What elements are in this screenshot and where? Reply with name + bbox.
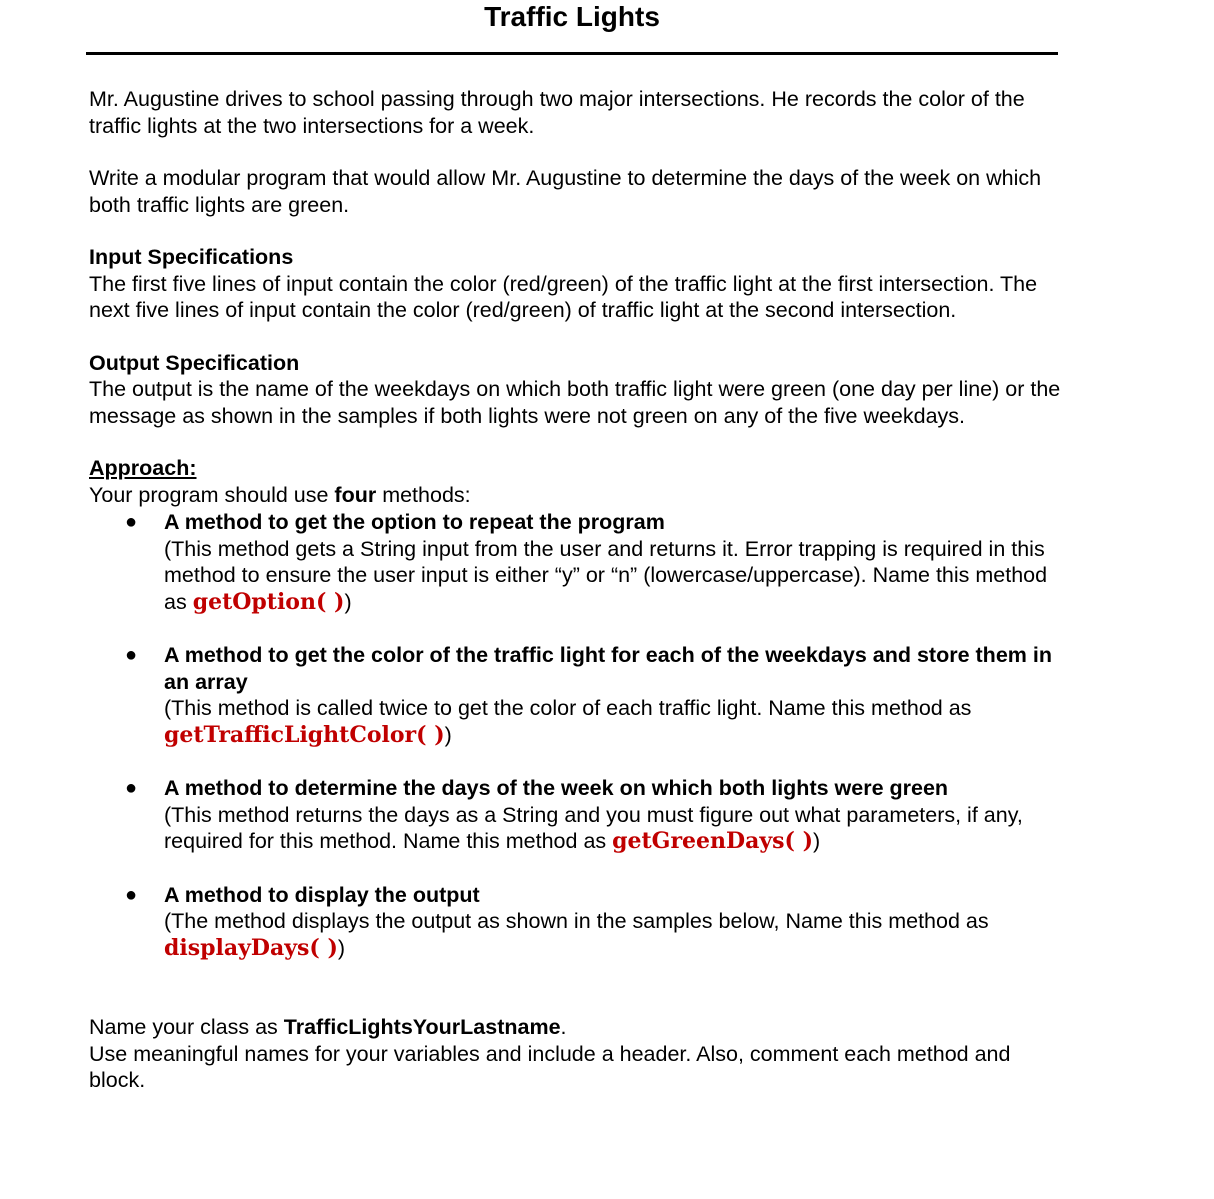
method-title: A method to get the option to repeat the program	[164, 510, 665, 534]
method-desc: (This method is called twice to get the color of each traffic light. Name this method as	[164, 696, 972, 720]
method-list	[89, 509, 1064, 961]
class-name-line	[89, 1014, 1064, 1041]
class-name-period: .	[560, 1015, 567, 1039]
intro-paragraph-2: Write a modular program that would allow Mr. Augustine to determine the days of the week on which both traffic lights are green.	[89, 166, 1042, 217]
document-body	[89, 86, 1064, 1094]
method-code: getTrafficLightColor( )	[164, 721, 445, 748]
method-close: )	[344, 589, 352, 614]
bullet-icon: ●	[125, 511, 138, 533]
output-spec-body: The output is the name of the weekdays on which both traffic light were green (one day per line) or the message as shown in the samples if both lights were not green on any of the five weekdays.	[89, 377, 1061, 428]
list-item	[89, 882, 1064, 962]
method-code: displayDays( )	[164, 934, 338, 961]
method-desc: (This method returns the days as a String and you must figure out what parameters, if any, required for this method. Name this method as	[164, 802, 1023, 853]
method-title: A method to display the output	[164, 882, 480, 907]
method-desc: (The method displays the output as shown in the samples below, Name this method as	[164, 909, 989, 933]
method-code: getGreenDays( )	[612, 828, 814, 854]
method-title: A method to get the color of the traffic light for each of the weekdays and store them in an array	[164, 643, 1052, 694]
list-item	[89, 642, 1064, 748]
method-desc: (This method gets a String input from the user and returns it. Error trapping is required in this method to ensure the user input is either “y” or “n” (lowercase/uppercase). Name this method as	[164, 536, 1048, 614]
document-title: Traffic Lights	[484, 1, 660, 32]
bullet-icon: ●	[125, 777, 138, 799]
list-item	[89, 775, 1064, 855]
method-title: A method to determine the days of the week on which both lights were green	[164, 776, 949, 800]
method-code: getOption( )	[192, 588, 345, 615]
approach-lead-bold: four	[334, 482, 377, 507]
input-spec-heading: Input Specifications	[89, 245, 294, 269]
class-name-text: Name your class as	[89, 1015, 284, 1039]
footer-section	[89, 1014, 1064, 1094]
input-spec-section	[89, 244, 1064, 324]
title-rule	[86, 52, 1058, 55]
intro-paragraph-1: Mr. Augustine drives to school passing through two major intersections. He records the color of the traffic lights at the two intersections for a week.	[89, 87, 1025, 138]
approach-lead-text: Your program should use	[89, 482, 335, 507]
footer-instructions: Use meaningful names for your variables and include a header. Also, comment each method and block.	[89, 1041, 1011, 1092]
method-close: )	[337, 935, 346, 960]
bullet-icon: ●	[125, 883, 138, 906]
approach-section	[89, 455, 1064, 961]
approach-heading: Approach:	[89, 456, 197, 480]
method-close: )	[813, 829, 821, 853]
input-spec-body: The first five lines of input contain the color (red/green) of the traffic light at the first intersection. The next five lines of input contain the color (red/green) of traffic light at the second intersection.	[89, 271, 1038, 322]
output-spec-heading: Output Specification	[89, 350, 300, 375]
bullet-icon: ●	[125, 644, 138, 666]
class-name-value: TrafficLightsYourLastname	[283, 1015, 561, 1039]
list-item	[89, 509, 1064, 615]
approach-lead	[89, 482, 1064, 509]
approach-lead-text-end: methods:	[376, 482, 471, 507]
method-close: )	[444, 722, 452, 747]
output-spec-section	[89, 350, 1064, 430]
